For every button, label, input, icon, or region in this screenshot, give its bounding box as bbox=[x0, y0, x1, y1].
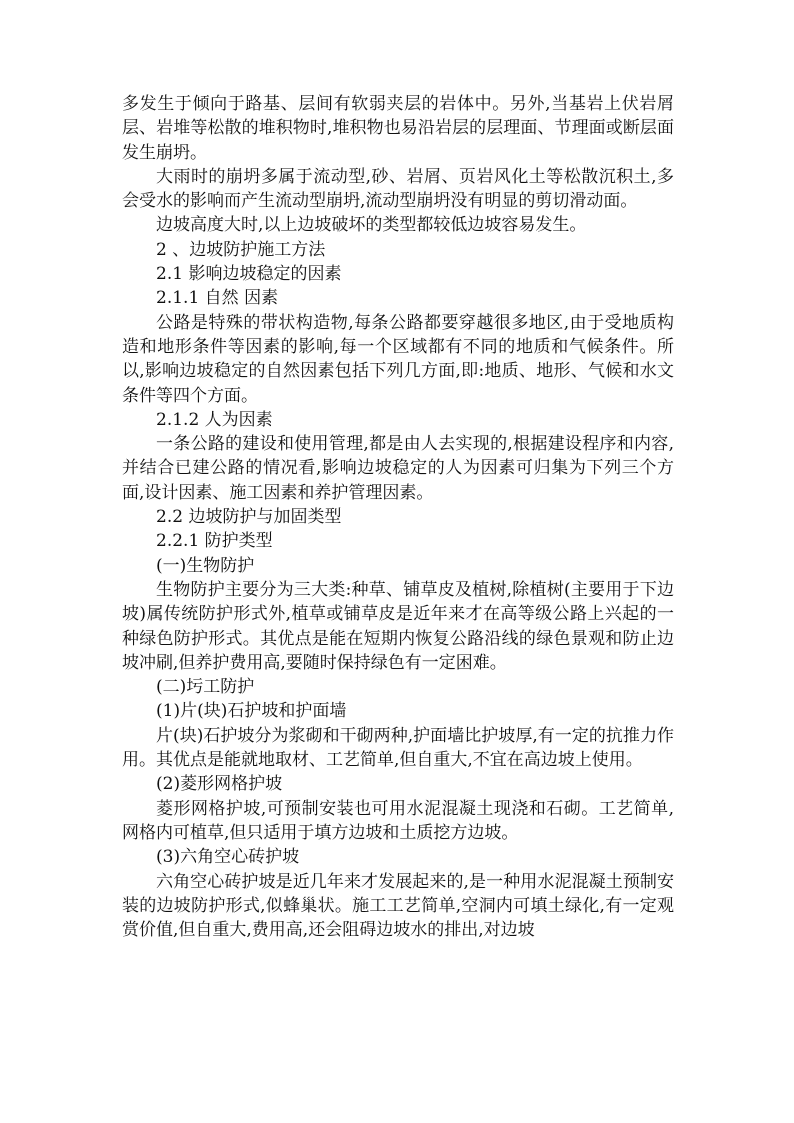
document-page bbox=[122, 92, 674, 942]
heading-section-2: 2 、边坡防护施工方法 bbox=[156, 239, 326, 260]
heading-section-2-1: 2.1 影响边坡稳定的因素 bbox=[156, 264, 342, 285]
paragraph-stone-slope: 片(块)石护坡分为浆砌和干砌两种,护面墙比护坡厚,有一定的抗推力作用。其优点是能就地取材、工艺简单,但自重大,不宜在高边坡上使用。 bbox=[122, 725, 674, 771]
heading-diamond-grid: (2)菱形网格护坡 bbox=[156, 774, 283, 795]
heading-section-2-2-1: 2.2.1 防护类型 bbox=[156, 531, 273, 552]
heading-masonry-protection: (二)圬工防护 bbox=[156, 677, 255, 698]
paragraph-natural-factors: 公路是特殊的带状构造物,每条公路都要穿越很多地区,由于受地质构造和地形条件等因素的影响,每一个区域都有不同的地质和气候条件。所以,影响边坡稳定的自然因素包括下列几方面,即:地质、地形、气候和水文条件等四个方面。 bbox=[122, 312, 674, 406]
heading-hexagon-brick: (3)六角空心砖护坡 bbox=[156, 847, 300, 868]
paragraph-hexagon-brick: 六角空心砖护坡是近几年来才发展起来的,是一种用水泥混凝土预制安装的边坡防护形式,似蜂巢状。施工工艺简单,空洞内可填土绿化,有一定观赏价值,但自重大,费用高,还会阻碍边坡水的排出,对边坡 bbox=[122, 871, 674, 941]
heading-section-2-1-2: 2.1.2 人为因素 bbox=[156, 409, 273, 430]
heading-section-2-1-1: 2.1.1 自然 因素 bbox=[156, 288, 279, 309]
paragraph-slope-height: 边坡高度大时,以上边坡破坏的类型都较低边坡容易发生。 bbox=[156, 215, 587, 236]
heading-bio-protection: (一)生物防护 bbox=[156, 555, 255, 576]
paragraph-flow-collapse: 大雨时的崩坍多属于流动型,砂、岩屑、页岩风化土等松散沉积土,多会受水的影响而产生流动型崩坍,流动型崩坍没有明显的剪切滑动面。 bbox=[122, 166, 674, 212]
heading-section-2-2: 2.2 边坡防护与加固类型 bbox=[156, 507, 342, 528]
paragraph-diamond-grid: 菱形网格护坡,可预制安装也可用水泥混凝土现浇和石砌。工艺简单,网格内可植草,但只适用于填方边坡和土质挖方边坡。 bbox=[122, 798, 674, 843]
paragraph-collapse-causes: 多发生于倾向于路基、层间有软弱夹层的岩体中。另外,当基岩上伏岩屑层、岩堆等松散的堆积物时,堆积物也易沿岩层的层理面、节理面或断层面发生崩坍。 bbox=[122, 94, 674, 163]
heading-stone-slope: (1)片(块)石护坡和护面墙 bbox=[156, 701, 347, 722]
paragraph-human-factors: 一条公路的建设和使用管理,都是由人去实现的,根据建设程序和内容,并结合已建公路的情况看,影响边坡稳定的人为因素可归集为下列三个方面,设计因素、施工因素和养护管理因素。 bbox=[122, 434, 674, 503]
paragraph-bio-protection: 生物防护主要分为三大类:种草、铺草皮及植树,除植树(主要用于下边坡)属传统防护形式外,植草或铺草皮是近年来才在高等级公路上兴起的一种绿色防护形式。其优点是能在短期内恢复公路沿线的绿色景观和防止边坡冲刷,但养护费用高,要随时保持绿色有一定困难。 bbox=[122, 579, 674, 673]
